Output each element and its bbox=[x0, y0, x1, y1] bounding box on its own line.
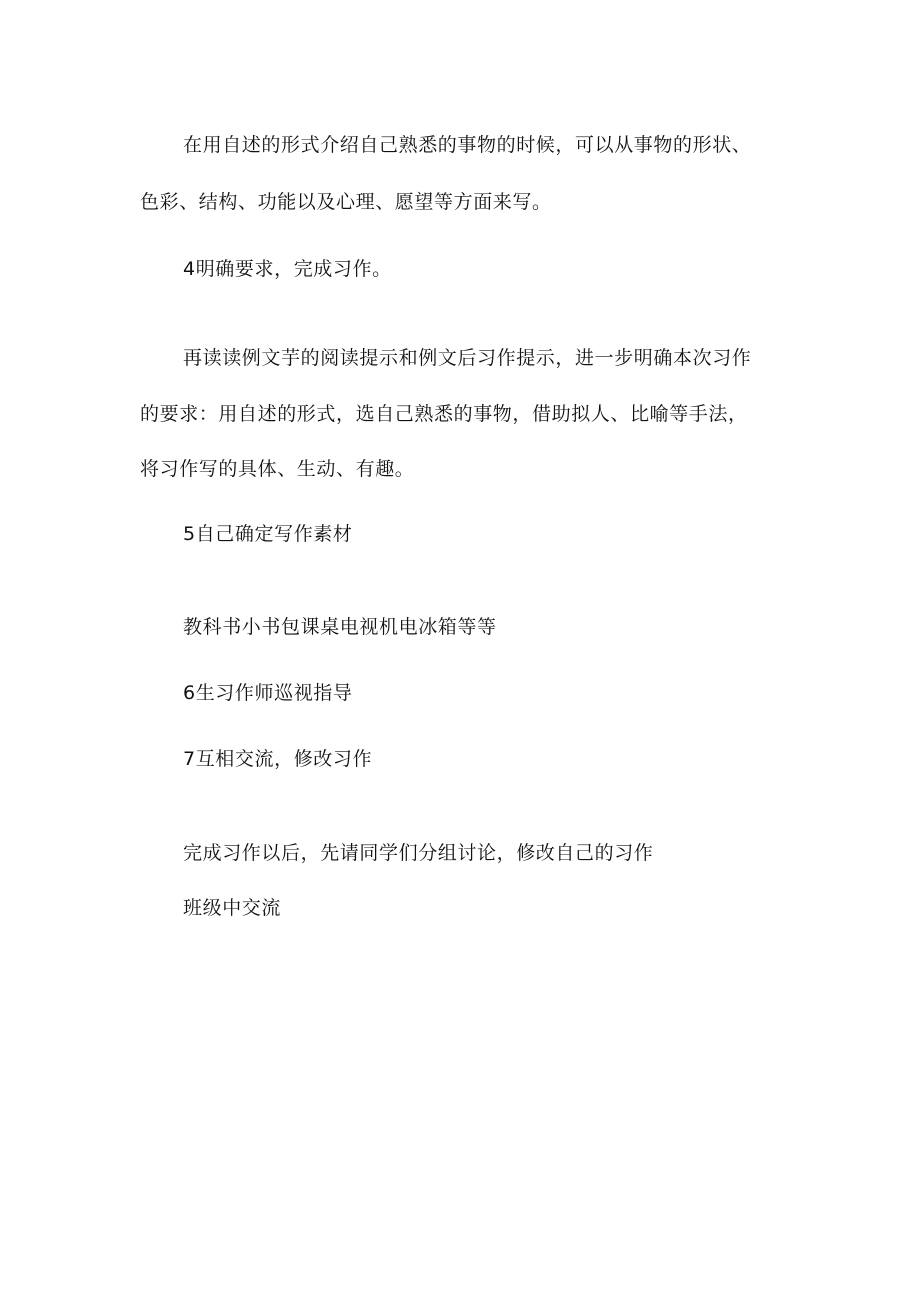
step-heading: 4明确要求，完成习作。 bbox=[183, 258, 392, 280]
paragraph-line: 的要求：用自述的形式，选自己熟悉的事物，借助拟人、比喻等手法， bbox=[140, 403, 748, 425]
paragraph-line: 班级中交流 bbox=[183, 897, 282, 919]
paragraph-line: 再读读例文芋的阅读提示和例文后习作提示，进一步明确本次习作 bbox=[183, 347, 752, 369]
paragraph-line: 将习作写的具体、生动、有趣。 bbox=[140, 458, 415, 480]
paragraph-line: 教科书小书包课桌电视机电冰箱等等 bbox=[183, 616, 497, 638]
paragraph-line: 色彩、结构、功能以及心理、愿望等方面来写。 bbox=[140, 191, 552, 213]
step-heading: 7互相交流，修改习作 bbox=[183, 748, 373, 770]
step-heading: 5自己确定写作素材 bbox=[183, 523, 353, 545]
paragraph-line: 完成习作以后，先请同学们分组讨论，修改自己的习作 bbox=[183, 842, 654, 864]
paragraph-line: 在用自述的形式介绍自己熟悉的事物的时候，可以从事物的形状、 bbox=[183, 134, 752, 156]
step-heading: 6生习作师巡视指导 bbox=[183, 682, 353, 704]
